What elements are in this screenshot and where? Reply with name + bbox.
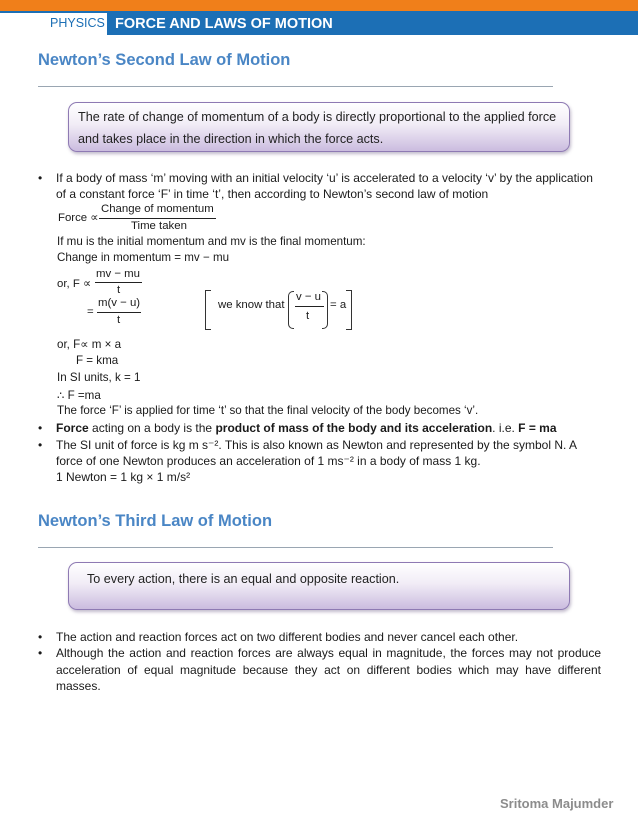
fraction-numerator: m(v − u) <box>98 297 141 309</box>
second-law-heading: Newton’s Second Law of Motion <box>38 51 291 69</box>
fraction-denominator: Time taken <box>131 220 187 232</box>
subject-label: PHYSICS <box>50 16 105 30</box>
equals-a: = a <box>330 299 347 311</box>
fraction-denominator: t <box>117 284 121 296</box>
force-label: Force ∝ <box>58 212 99 224</box>
or-f-label: or, F ∝ <box>57 278 92 290</box>
bullet-dot: • <box>38 646 43 660</box>
third-law-statement-box <box>68 562 570 610</box>
equals-sign: = <box>87 306 94 318</box>
bold-term: F = ma <box>518 421 557 435</box>
text-run: . i.e. <box>492 421 519 435</box>
momentum-note: If mu is the initial momentum and mv is the final momentum: <box>57 235 366 248</box>
change-in-momentum: Change in momentum = mv − mu <box>57 251 230 264</box>
left-paren <box>288 291 294 329</box>
fraction-bar <box>95 282 142 283</box>
right-bracket <box>346 290 352 330</box>
fraction-denominator: t <box>306 310 310 322</box>
bold-term: Force <box>56 421 89 435</box>
bullet-dot: • <box>38 421 43 435</box>
section-divider <box>38 547 553 548</box>
f-kma: F = kma <box>76 354 119 367</box>
author-signature: Sritoma Majumder <box>500 796 614 811</box>
bold-term: product of mass of the body and its acceleration <box>215 421 493 435</box>
second-law-intro <box>56 170 601 202</box>
statement-line: and takes place in the direction in which the force acts. <box>78 132 384 146</box>
third-law-bullet: The action and reaction forces act on two different bodies and never cancel each other. <box>56 630 519 644</box>
time-note: The force ‘F’ is applied for time ‘t’ so that the final velocity of the body becomes ‘v’. <box>57 404 479 417</box>
bullet-dot: • <box>38 171 43 185</box>
bullet-dot: • <box>38 630 43 644</box>
fraction-bar <box>295 306 324 307</box>
third-law-heading: Newton’s Third Law of Motion <box>38 512 273 530</box>
si-unit-line: The SI unit of force is kg m s⁻². This is also known as Newton and represented by the symbol N. A <box>56 438 578 452</box>
bullet-dot: • <box>38 438 43 452</box>
newton-definition: 1 Newton = 1 kg × 1 m/s² <box>56 470 191 484</box>
second-law-statement-box <box>68 102 570 152</box>
fraction-numerator: mv − mu <box>96 268 140 280</box>
third-law-bullet: Although the action and reaction forces are always equal in magnitude, the forces may not produce acceleration of equal magnitude because they act on different bodies which may have different masses. <box>56 646 601 693</box>
intro-line: of a constant force ‘F’ in time ‘t’, then according to Newton’s second law of motion <box>56 187 489 201</box>
we-know-that: we know that <box>218 299 285 311</box>
fraction-numerator: Change of momentum <box>101 203 214 215</box>
si-k-note: In SI units, k = 1 <box>57 371 141 384</box>
chapter-title: FORCE AND LAWS OF MOTION <box>107 13 638 35</box>
or-f-ma: or, F∝ m × a <box>57 338 122 351</box>
section-divider <box>38 86 553 87</box>
left-bracket <box>205 290 211 330</box>
statement-line: To every action, there is an equal and opposite reaction. <box>87 572 400 586</box>
fraction-bar <box>97 312 141 313</box>
right-paren <box>322 291 328 329</box>
text-run: acting on a body is the <box>88 421 216 435</box>
header-orange-bar <box>0 0 638 11</box>
fraction-numerator: v − u <box>296 291 322 303</box>
therefore-f-ma: ∴ F =ma <box>57 389 101 402</box>
si-unit-line: force of one Newton produces an acceleration of 1 ms⁻² in a body of mass 1 kg. <box>56 454 481 468</box>
fraction-bar <box>99 218 216 219</box>
si-unit-paragraph <box>56 437 601 485</box>
force-definition <box>56 420 601 436</box>
statement-line: The rate of change of momentum of a body is directly proportional to the applied force <box>78 110 557 124</box>
fraction-denominator: t <box>117 314 121 326</box>
intro-line: If a body of mass ‘m’ moving with an initial velocity ‘u’ is accelerated to a velocity ‘v’ by the application <box>56 171 593 185</box>
